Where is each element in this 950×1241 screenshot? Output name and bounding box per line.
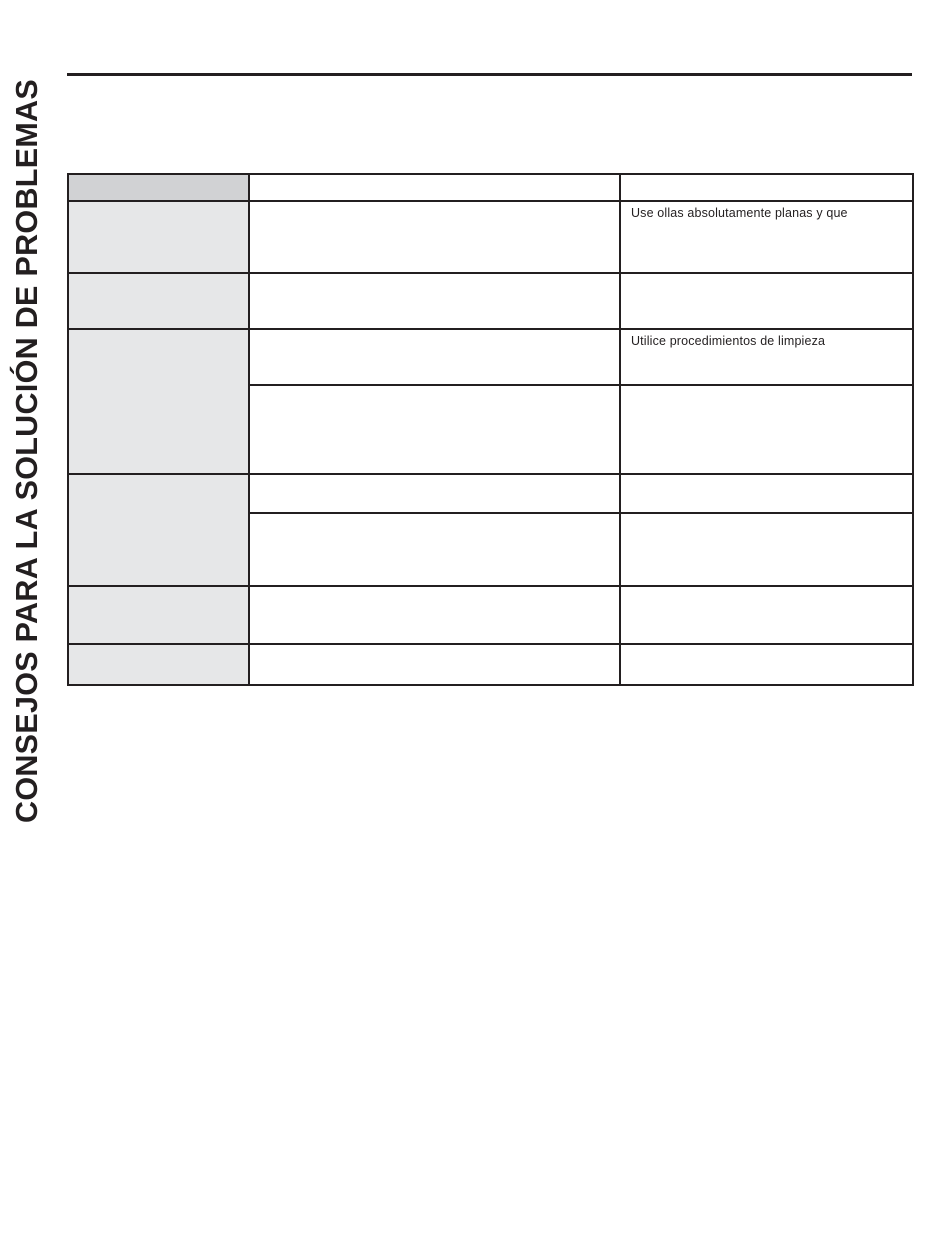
table-row [68, 644, 913, 685]
problem-cell [68, 273, 249, 329]
fix-cell [620, 644, 913, 685]
table-row [68, 329, 913, 385]
cause-cell [249, 201, 620, 273]
top-divider [67, 73, 912, 76]
cause-cell [249, 385, 620, 474]
table-header-row [68, 174, 913, 201]
troubleshooting-table [67, 173, 914, 686]
fix-cell [620, 474, 913, 513]
header-cell-problem [68, 174, 249, 201]
fix-cell: Utilice procedimientos de limpieza [620, 329, 913, 385]
cause-cell [249, 474, 620, 513]
header-cell-fix [620, 174, 913, 201]
cause-cell [249, 586, 620, 644]
problem-cell [68, 474, 249, 586]
table-row [68, 201, 913, 273]
problem-cell [68, 201, 249, 273]
header-cell-cause [249, 174, 620, 201]
problem-cell [68, 329, 249, 474]
cause-cell [249, 273, 620, 329]
table-row [68, 586, 913, 644]
table-row [68, 273, 913, 329]
cause-cell [249, 644, 620, 685]
cause-cell [249, 513, 620, 586]
side-section-title: CONSEJOS PARA LA SOLUCIÓN DE PROBLEMAS [10, 78, 44, 823]
problem-cell [68, 644, 249, 685]
fix-cell [620, 586, 913, 644]
problem-cell [68, 586, 249, 644]
fix-cell [620, 513, 913, 586]
table-row [68, 474, 913, 513]
fix-cell [620, 385, 913, 474]
cause-cell [249, 329, 620, 385]
fix-cell [620, 273, 913, 329]
fix-cell: Use ollas absolutamente planas y que [620, 201, 913, 273]
